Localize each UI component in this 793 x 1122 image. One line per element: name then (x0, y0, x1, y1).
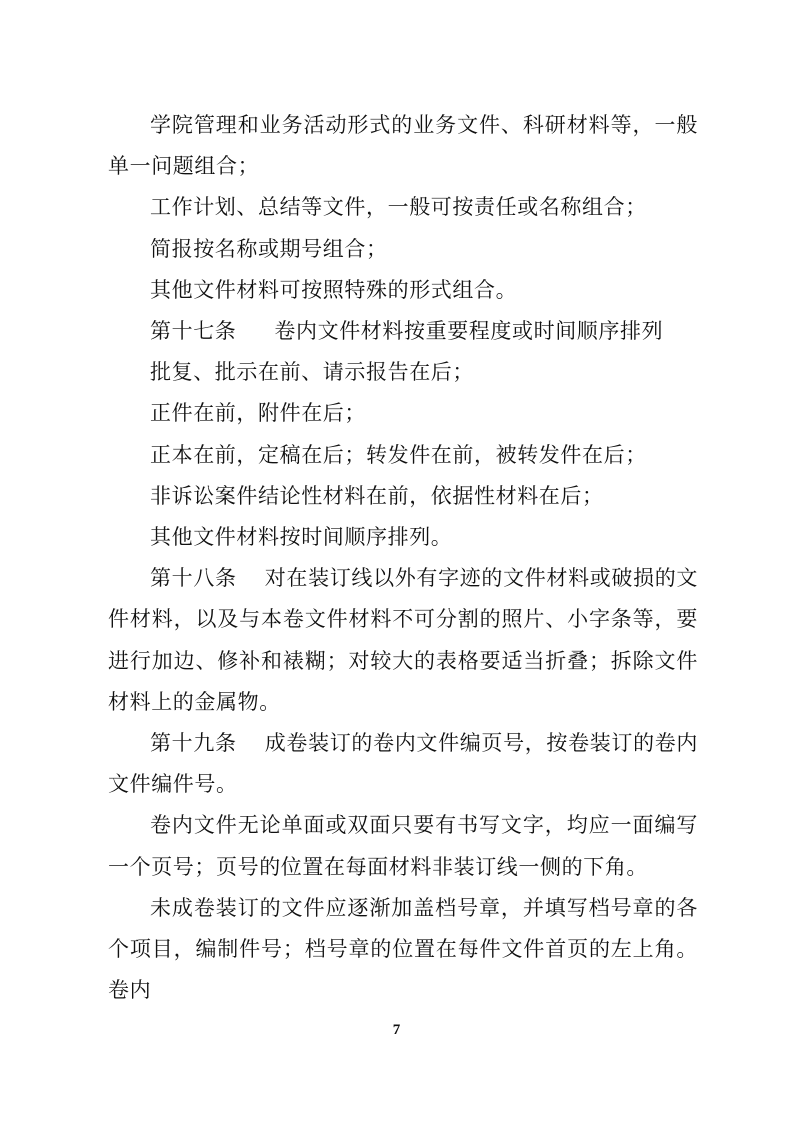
article-17-item: 正本在前，定稿在后；转发件在前，被转发件在后； (150, 442, 647, 467)
article-17-item: 批复、批示在前、请示报告在后； (150, 360, 474, 385)
paragraph-grouping-bulletins: 简报按名称或期号组合； (150, 236, 388, 261)
article-17-item: 正件在前，附件在后； (150, 401, 366, 426)
article-19-number: 第十九条 (150, 731, 237, 756)
article-18-paragraph (108, 558, 698, 723)
paragraph-grouping-business: 学院管理和业务活动形式的业务文件、科研材料等，一般单一问题组合； (108, 113, 698, 179)
article-17-heading (108, 311, 698, 352)
article-17-item: 其他文件材料按时间顺序排列。 (150, 525, 453, 550)
article-18-text: 对在装订线以外有字迹的文件材料或破损的文件材料，以及与本卷文件材料不可分割的照片、小字条等，要进行加边、修补和裱糊；对较大的表格要适当折叠；拆除文件材料上的金属物。 (108, 566, 698, 714)
article-17-title: 卷内文件材料按重要程度或时间顺序排列 (274, 319, 664, 344)
article-19-paragraph (108, 723, 698, 805)
article-17-number: 第十七条 (150, 319, 237, 344)
article-19-archive-stamp: 未成卷装订的文件应逐渐加盖档号章，并填写档号章的各个项目，编制件号；档号章的位置在每件文件首页的左上角。卷内 (108, 895, 698, 1003)
article-17-item: 非诉讼案件结论性材料在前，依据性材料在后； (150, 483, 604, 508)
page-number: 7 (392, 1022, 401, 1038)
article-19-text: 成卷装订的卷内文件编页号，按卷装订的卷内文件编件号。 (108, 731, 698, 797)
paragraph-grouping-other: 其他文件材料可按照特殊的形式组合。 (150, 277, 518, 302)
paragraph-grouping-plans: 工作计划、总结等文件，一般可按责任或名称组合； (150, 195, 647, 220)
article-18-number: 第十八条 (150, 566, 237, 591)
document-body (108, 105, 698, 1011)
article-19-page-numbering: 卷内文件无论单面或双面只要有书写文字，均应一面编写一个页号；页号的位置在每面材料非装订线一侧的下角。 (108, 813, 698, 879)
